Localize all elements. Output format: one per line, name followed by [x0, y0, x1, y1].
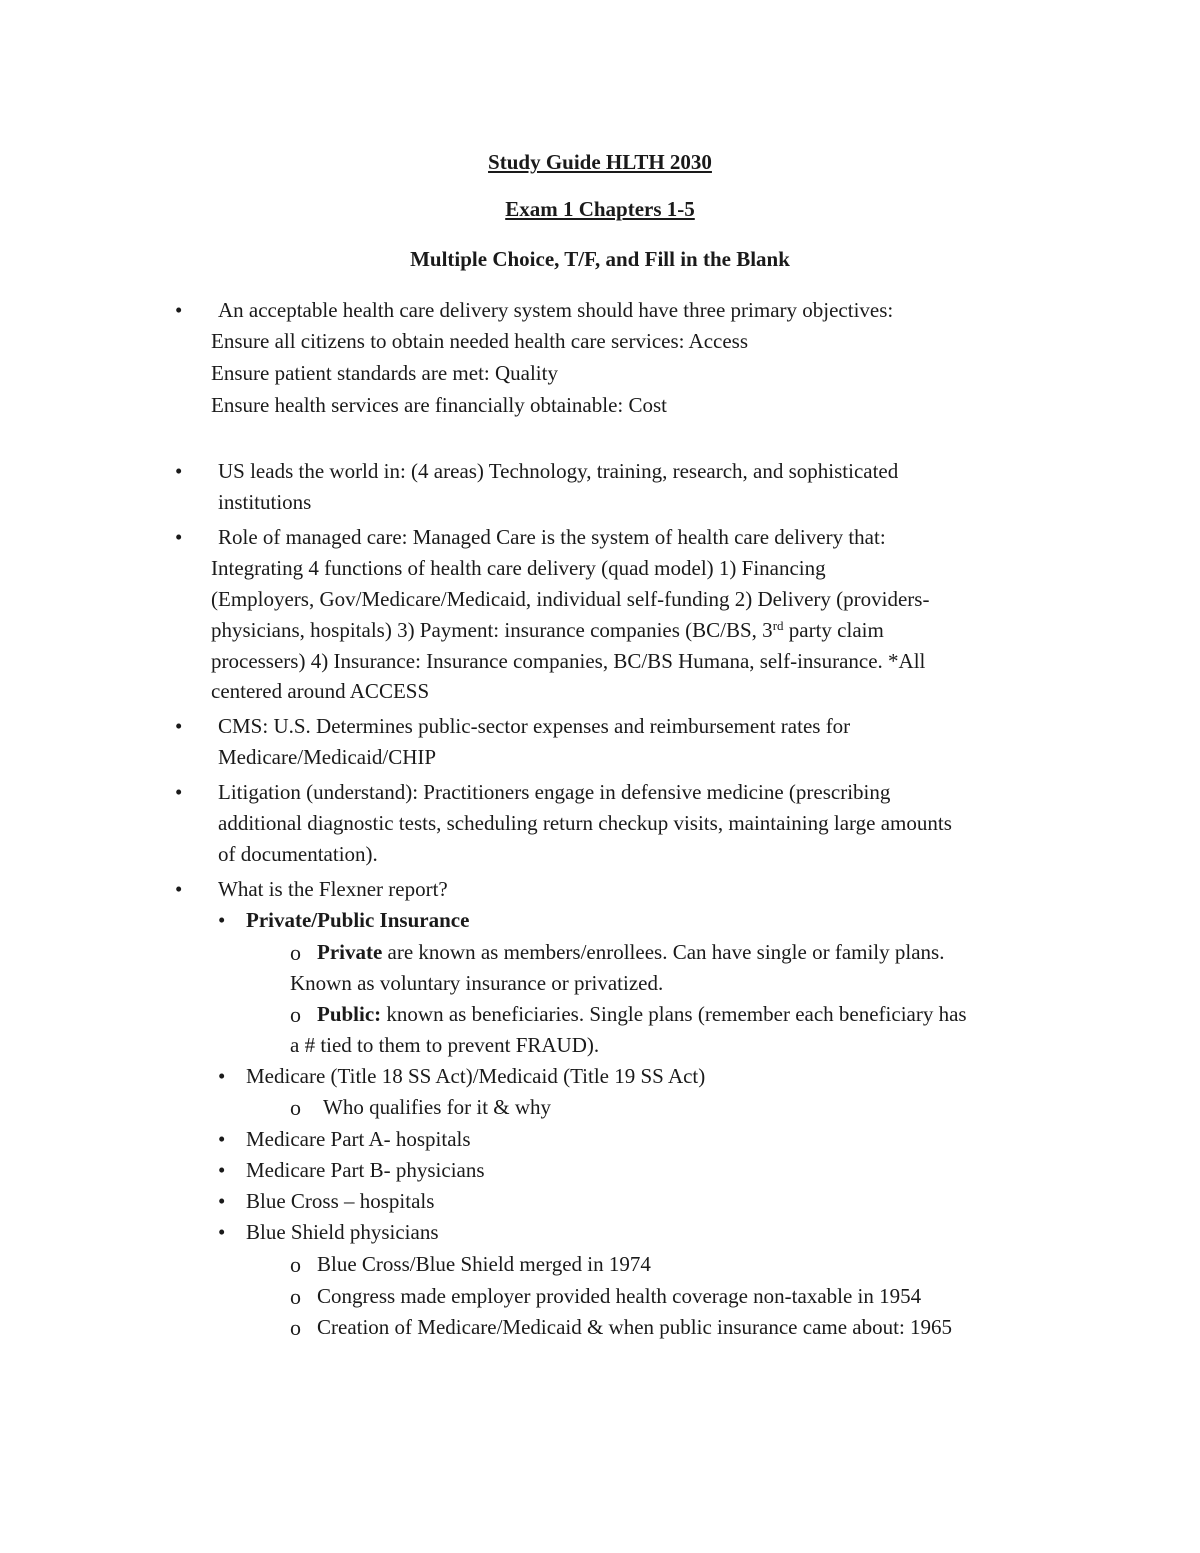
sub-bullet-marker: o: [290, 1284, 301, 1309]
bullet-marker: •: [175, 298, 183, 322]
small-bullet-marker: •: [218, 1220, 226, 1244]
objectives-lead: An acceptable health care delivery system should have three primary objectives:: [218, 298, 894, 322]
small-bullet-marker: •: [218, 1064, 226, 1088]
small-bullet-marker: •: [218, 1158, 226, 1182]
sub-bullet-marker: o: [290, 1315, 301, 1340]
sub-bullet-marker: o: [290, 1252, 301, 1277]
format-heading: Multiple Choice, T/F, and Fill in the Blank: [410, 247, 790, 271]
sub-bullet-marker: o: [290, 1095, 301, 1120]
small-bullet-marker: •: [218, 1189, 226, 1213]
bullet-marker: •: [175, 459, 183, 483]
sub-bullet-marker: o: [290, 940, 301, 965]
small-bullet-marker: •: [218, 908, 226, 932]
sub-bullet-marker: o: [290, 1002, 301, 1027]
exam-heading: Exam 1 Chapters 1-5: [505, 197, 695, 221]
small-bullet-marker: •: [218, 1127, 226, 1151]
bullet-marker: •: [175, 780, 183, 804]
bullet-marker: •: [175, 714, 183, 738]
bullet-marker: •: [175, 877, 183, 901]
document-title: Study Guide HLTH 2030: [488, 150, 712, 174]
bullet-marker: •: [175, 525, 183, 549]
document-page: Study Guide HLTH 2030 Exam 1 Chapters 1-5 Multiple Choice, T/F, and Fill in the Blank • An acceptable health care delivery system should have three primary objectives: Ensure all citizens to obtain needed health care services: Access Ensure patient standards are met: Quality Ensure health services are financially obtainable: Cost • US leads the world in: (4 areas) Technology, training, research, and sophisticated institutions • Role of managed care: Managed Care is the system of health care delivery that: Integrating 4 functions of health care delivery (quad model) 1) Financing (Employers, Gov/Medicare/Medicaid, individual self-funding 2) Delivery (providers- physicians, hospitals) 3) Payment: insurance companies (BC/BS, 3rd party claim processers) 4) Insurance: Insurance companies, BC/BS Humana, self-insurance. *All centered around ACCESS • CMS: U.S. Determines public-sector expenses and reimbursement rates for Medicare/Medicaid/CHIP • Litigation (understand): Practitioners engage in defensive medicine (prescribing additional diagnostic tests, scheduling return checkup visits, maintaining large amounts of documentation). • What is the Flexner report? • Private/Public Insurance o Private are known as members/enrollees. Can have single or family plans. Known as voluntary insurance or privatized. o Public: known as beneficiaries. Single plans (remember each beneficiary has a # tied to them to prevent FRAUD). • Medicare (Title 18 SS Act)/Medicaid (Title 19 SS Act) o Who qualifies for it & why • Medicare Part A- hospitals • Medicare Part B- physicians • Blue Cross – hospitals • Blue Shield physicians o Blue Cross/Blue Shield merged in 1974 o Congress made employer provided health coverage non-taxable in 1954 o Creation of Medicare/Medicaid & when public insurance came about: 1965: [0, 0, 1200, 1553]
